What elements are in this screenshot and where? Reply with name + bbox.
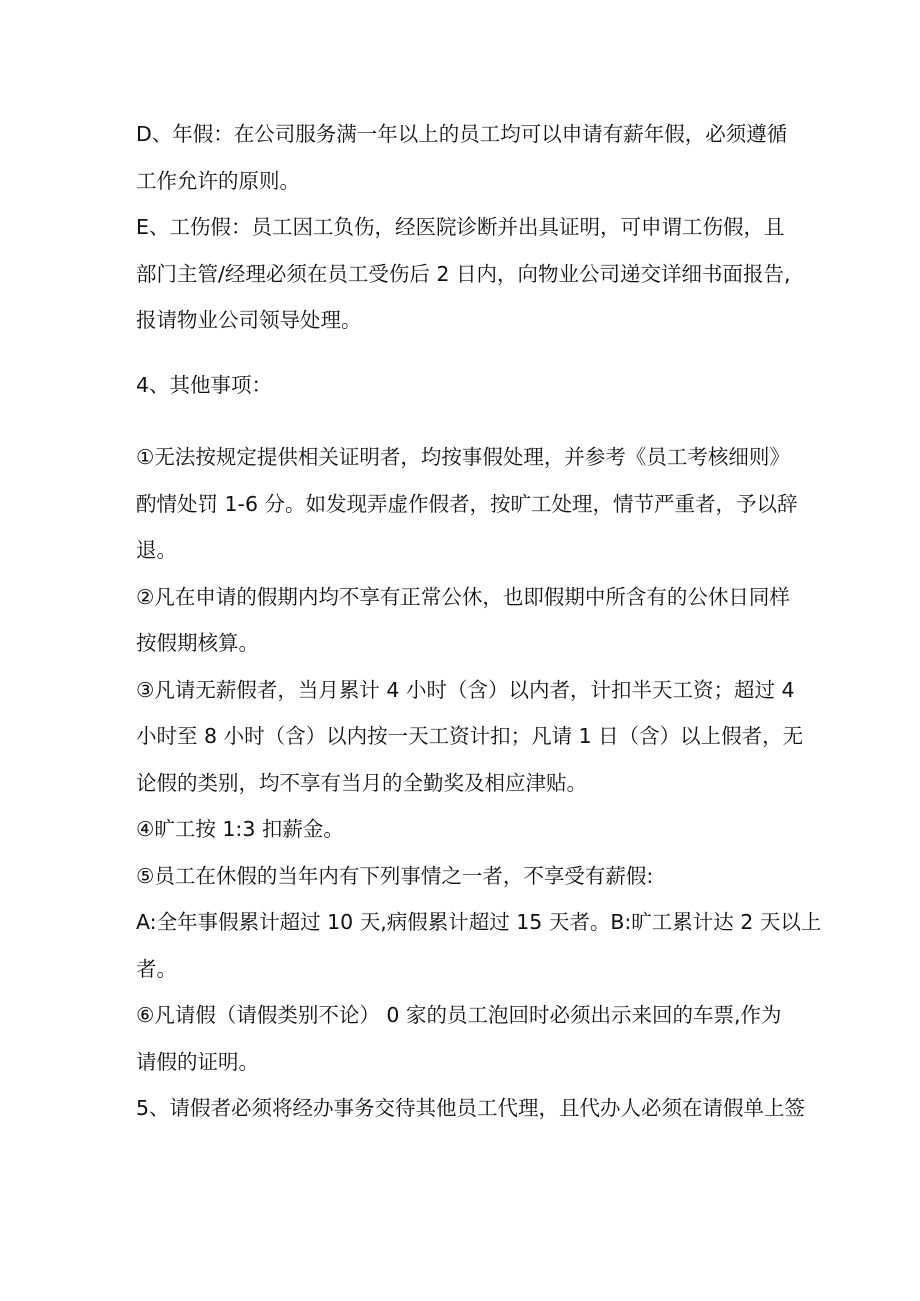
text-line: 酌情处罚 1-6 分。如发现弄虚作假者，按旷工处理，情节严重者，予以辞 <box>136 491 798 516</box>
paragraph-item-2 <box>136 574 796 667</box>
section-heading: 4、其他事项： <box>136 372 273 397</box>
text-line: A:全年事假累计超过 10 天,病假累计超过 15 天者。B:旷工累计达 2 天以上 <box>136 910 822 934</box>
heading-other-matters <box>136 362 796 409</box>
paragraph-item-6 <box>136 992 796 1085</box>
text-line: ⑥凡请假（请假类别不论） 0 家的员工泡回时必须出示来回的车票,作为 <box>136 1003 782 1027</box>
text-line: 工作允许的原则。 <box>136 168 300 193</box>
text-line: 小时至 8 小时（含）以内按一天工资计扣；凡请 1 日（含）以上假者，无 <box>136 724 804 748</box>
text-line: 者。 <box>136 956 177 981</box>
text-line: 论假的类别，均不享有当月的全勤奖及相应津贴。 <box>136 770 587 795</box>
paragraph-spacer <box>136 344 796 362</box>
document-body <box>136 111 822 1132</box>
text-line: D、年假：在公司服务满一年以上的员工均可以申请有薪年假，必须遵循 <box>136 122 788 146</box>
text-line: E、工伤假：员工因工负伤，经医院诊断并出具证明，可申谓工伤假，且 <box>136 215 785 239</box>
paragraph-section-5 <box>136 1085 806 1132</box>
text-line: 按假期核算。 <box>136 631 259 655</box>
paragraph-item-5 <box>136 853 796 900</box>
paragraph-item-1 <box>136 434 796 574</box>
text-line: ④旷工按 1:3 扣薪金。 <box>136 817 344 841</box>
text-line: ③凡请无薪假者，当月累计 4 小时（含）以内者，计扣半天工资；超过 4 <box>136 677 795 702</box>
text-line: ①无法按规定提供相关证明者，均按事假处理，并参考《员工考核细则》 <box>136 445 790 469</box>
paragraph-item-3 <box>136 667 804 807</box>
paragraph-item-5-detail <box>136 899 822 992</box>
text-line: ②凡在申请的假期内均不享有正常公休，也即假期中所含有的公休日同样 <box>136 584 790 609</box>
text-line: 退。 <box>136 538 177 562</box>
text-line: 5、请假者必须将经办事务交待其他员工代理，且代办人必须在请假单上签 <box>136 1096 806 1120</box>
text-line: ⑤员工在休假的当年内有下列事情之一者，不享受有薪假: <box>136 863 654 888</box>
paragraph-spacer <box>136 408 796 434</box>
text-line: 报请物业公司领导处理。 <box>136 308 362 332</box>
paragraph-annual-leave <box>136 111 796 204</box>
text-line: 部门主管/经理必须在员工受伤后 2 日内，向物业公司递交详细书面报告, <box>136 261 791 286</box>
text-line: 请假的证明。 <box>136 1049 259 1074</box>
paragraph-item-4 <box>136 806 796 853</box>
paragraph-work-injury-leave <box>136 204 796 344</box>
